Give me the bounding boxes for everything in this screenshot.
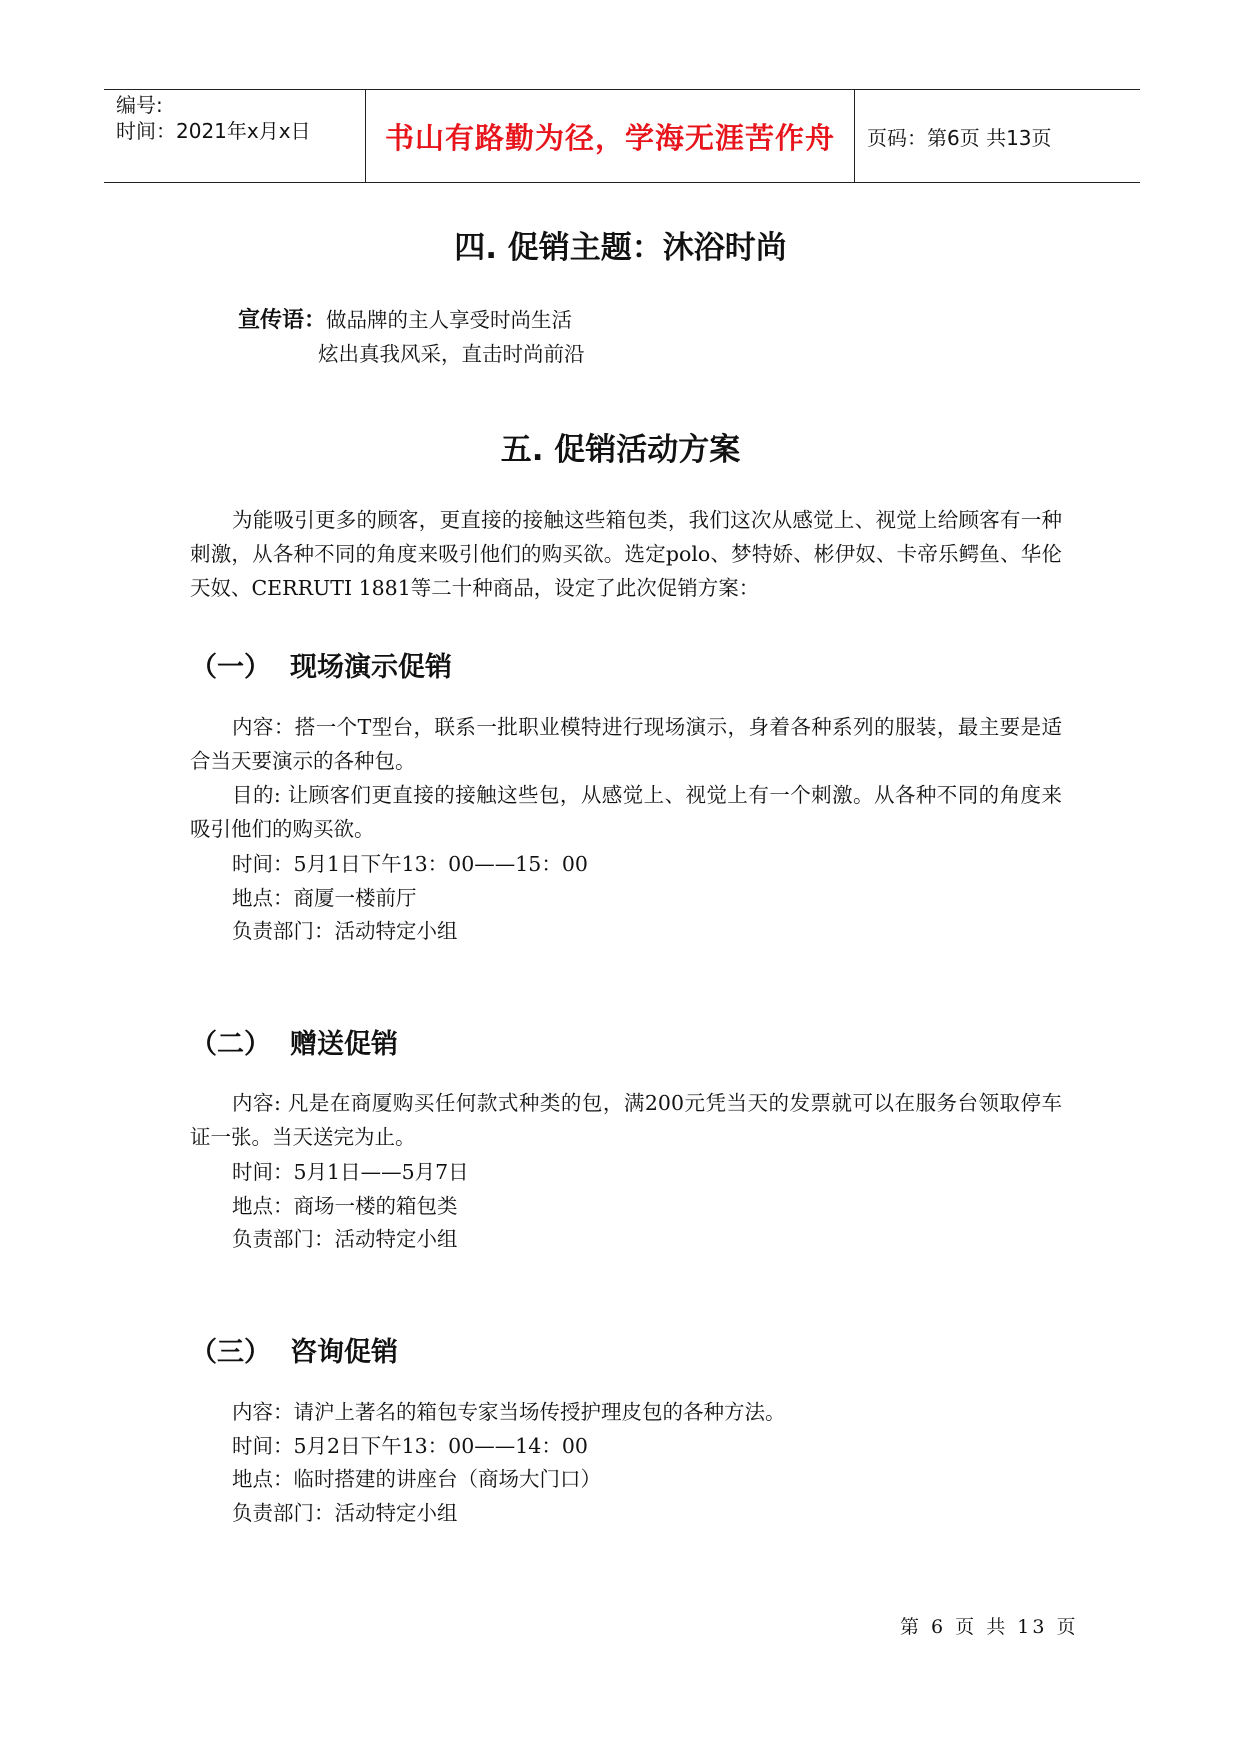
sub2-content: 内容: 凡是在商厦购买任何款式种类的包，满200元凭当天的发票就可以在服务台领取停车证一张。当天送完为止。	[190, 1091, 1062, 1149]
sub3-title: 咨询促销	[290, 1337, 398, 1368]
sub3-place: 地点：临时搭建的讲座台（商场大门口）	[232, 1467, 601, 1491]
page-footer-number: 第 6 页 共 13 页	[900, 1616, 1079, 1638]
header-page-info: 页码：第6页 共13页	[867, 125, 1052, 150]
sub3-time: 时间：5月2日下午13：00——14：00	[232, 1434, 588, 1458]
sub2-heading	[190, 1022, 398, 1061]
sub1-title: 现场演示促销	[290, 652, 452, 683]
sub2-place: 地点：商场一楼的箱包类	[232, 1194, 458, 1218]
sub3-content: 内容：请沪上著名的箱包专家当场传授护理皮包的各种方法。	[232, 1400, 786, 1424]
header-center-cell	[366, 90, 855, 182]
slogan-line-2: 炫出真我风采，直击时尚前沿	[318, 342, 585, 366]
sub2-dept: 负责部门：活动特定小组	[232, 1227, 458, 1251]
header-motto: 书山有路勤为径，学海无涯苦作舟	[384, 120, 835, 155]
sub3-dept: 负责部门：活动特定小组	[232, 1501, 458, 1525]
sub2-time: 时间：5月1日——5月7日	[232, 1160, 469, 1184]
page-header	[104, 89, 1140, 183]
section5-title: 五. 促销活动方案	[500, 432, 741, 468]
section5-intro: 为能吸引更多的顾客，更直接的接触这些箱包类，我们这次从感觉上、视觉上给顾客有一种刺激，从各种不同的角度来吸引他们的购买欲。选定polo、梦特娇、彬伊奴、卡帝乐鳄鱼、华伦天奴、CERRUTI 1881等二十种商品，设定了此次促销方案：	[190, 508, 1062, 600]
sub2-title: 赠送促销	[290, 1029, 398, 1060]
document-number-label: 编号:	[116, 93, 163, 117]
header-left-cell	[104, 90, 366, 182]
sub1-content: 内容：搭一个T型台，联系一批职业模特进行现场演示，身着各种系列的服装，最主要是适合当天要演示的各种包。	[190, 715, 1062, 773]
header-right-cell	[855, 90, 1140, 182]
section4-title: 四. 促销主题：沐浴时尚	[454, 230, 787, 266]
sub1-place: 地点：商厦一楼前厅	[232, 886, 417, 910]
slogan-label: 宣传语：	[238, 308, 327, 333]
slogan-text-1: 做品牌的主人享受时尚生活	[326, 308, 573, 332]
sub1-purpose: 目的: 让顾客们更直接的接触这些包，从感觉上、视觉上有一个刺激。从各种不同的角度来吸引他们的购买欲。	[190, 783, 1062, 841]
sub1-time: 时间：5月1日下午13：00——15：00	[232, 852, 588, 876]
sub3-number: （三）	[190, 1337, 271, 1368]
sub3-heading	[190, 1330, 398, 1369]
sub1-heading	[190, 645, 452, 684]
document-time-label: 时间：2021年x月x日	[116, 119, 311, 143]
sub1-dept: 负责部门：活动特定小组	[232, 919, 458, 943]
slogan-line-1	[238, 303, 572, 338]
sub1-number: （一）	[190, 652, 271, 683]
sub2-number: （二）	[190, 1029, 271, 1060]
